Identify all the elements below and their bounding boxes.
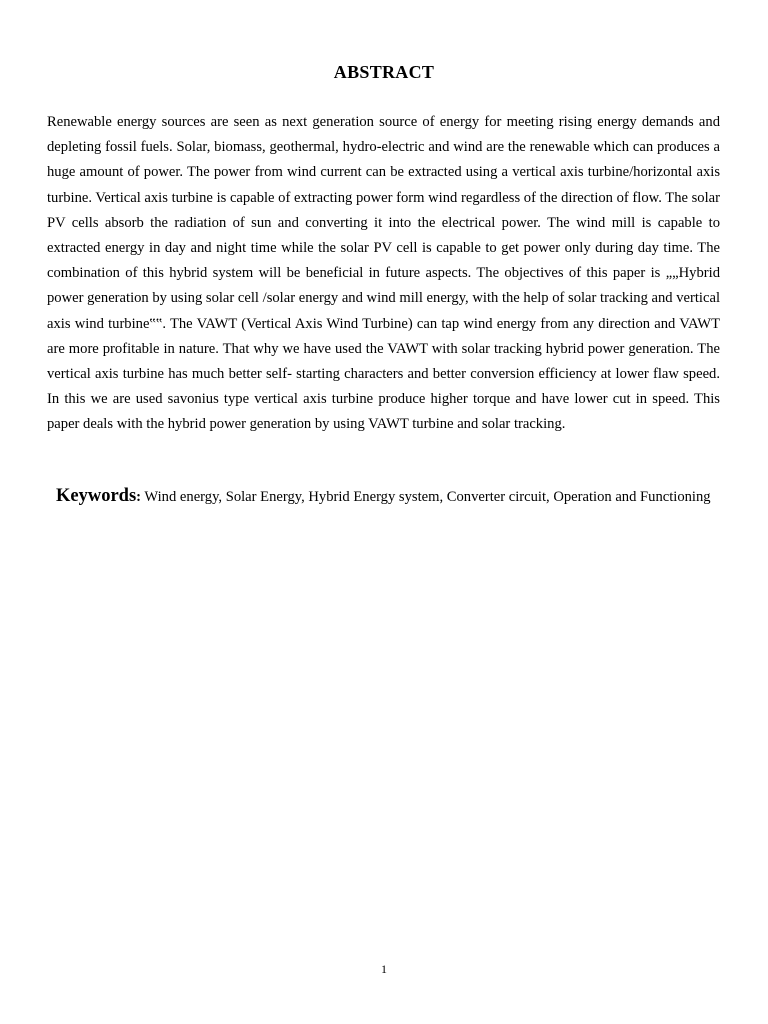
abstract-heading: ABSTRACT — [333, 62, 435, 82]
keywords-label: Keywords — [56, 486, 137, 506]
page-number: 1 — [381, 962, 387, 976]
abstract-paragraph: Renewable energy sources are seen as next generation source of energy for meeting rising energy demands and depleting fossil fuels. Solar, biomass, geothermal, hydro-electric and wind are the renewable which can produces a huge amount of power. The power from wind current can be extracted using a vertical axis turbine/horizontal axis turbine. Vertical axis turbine is capable of extracting power form wind regardless of the direction of flow. The solar PV cells absorb the radiation of sun and converting it into the electrical power. The wind mill is capable to extracted energy in day and night time while the solar PV cell is capable to get power only during day time. The combination of this hybrid system will be beneficial in future aspects. The objectives of this paper is „„Hybrid power generation by using solar cell /solar energy and wind mill energy, with the help of solar tracking and vertical axis wind turbine‟‟. The VAWT (Vertical Axis Wind Turbine) can tap wind energy from any direction and VAWT are more profitable in nature. That why we have used the VAWT with solar tracking hybrid power generation. The vertical axis turbine has much better self- starting characters and better conversion efficiency at lower flaw speed. In this we are used savonius type vertical axis turbine produce higher torque and have lower cut in speed. This paper deals with the hybrid power generation by using VAWT turbine and solar tracking. — [47, 114, 720, 433]
keywords-colon: : — [136, 489, 142, 505]
keywords-list: Wind energy, Solar Energy, Hybrid Energy system, Converter circuit, Operation and Functioning — [141, 489, 711, 505]
keywords-paragraph — [47, 483, 720, 510]
